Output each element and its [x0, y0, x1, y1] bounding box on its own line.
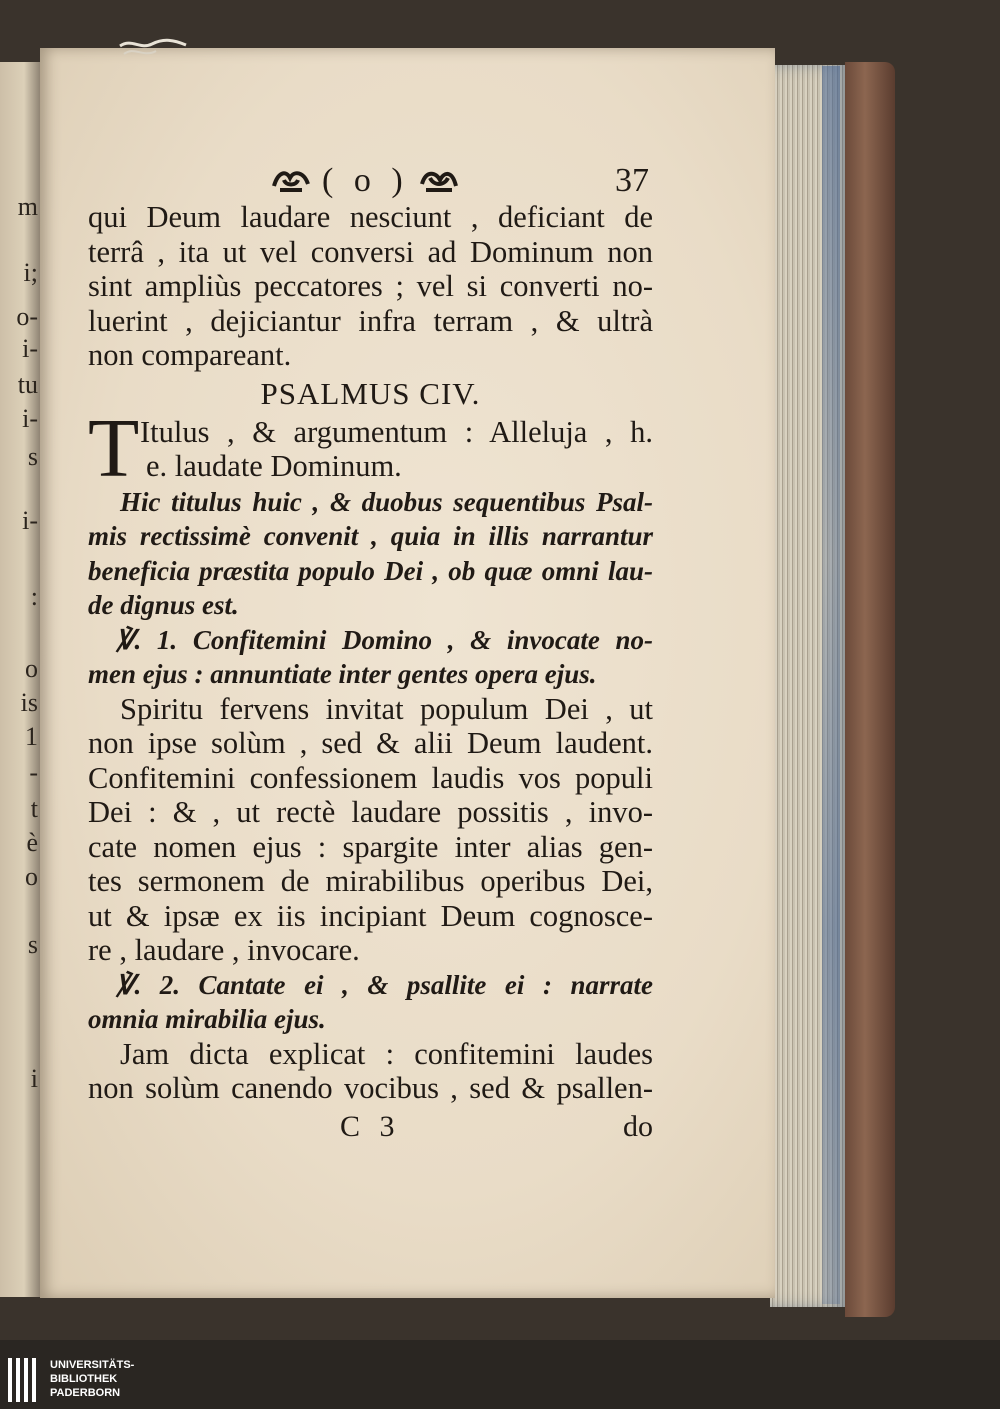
- running-header: [88, 164, 653, 200]
- verse-line: ℣. 2. Cantate ei , & psallite ei : narrate: [116, 969, 653, 1000]
- left-page-text: i-: [22, 404, 38, 433]
- logo-text-line: PADERBORN: [50, 1387, 121, 1399]
- body-text-line: terrâ , ita ut vel conversi ad Dominum non: [88, 234, 653, 269]
- body-text-line: ut & ipsæ ex iis incipiant Deum cognosce-: [88, 898, 653, 933]
- body-text-line: sint ampliùs peccatores ; vel si converti no-: [88, 269, 653, 303]
- left-page-text: o: [25, 654, 38, 683]
- psalm-heading: PSALMUS CIV.: [260, 375, 481, 411]
- library-logo: [0, 1356, 200, 1406]
- left-page-text: t: [30, 794, 38, 823]
- verse-line: men ejus : annuntiate inter gentes opera ejus.: [88, 659, 597, 689]
- verse-line: omnia mirabilia ejus.: [88, 1004, 326, 1034]
- header-center-mark: ( o ): [322, 162, 409, 199]
- page-number: 37: [615, 162, 649, 199]
- loose-thread-icon: [118, 36, 188, 64]
- left-page-text: is: [20, 688, 38, 717]
- left-page-text: 1: [25, 722, 38, 751]
- page-footer: [88, 1110, 653, 1150]
- title-line: e. laudate Dominum.: [146, 448, 402, 483]
- body-text-line: luerint , dejiciantur infra terram , & ultrà: [88, 303, 653, 338]
- signature-mark: C 3: [340, 1109, 401, 1143]
- body-text-line: cate nomen ejus : spargite inter alias gen-: [88, 829, 653, 864]
- left-page-text: o-: [16, 302, 38, 331]
- body-text-line: Jam dicta explicat : confitemini laudes: [120, 1036, 653, 1071]
- commentary-italic-line: Hic titulus huic , & duobus sequentibus Psal-: [120, 486, 653, 517]
- body-text-line: non compareant.: [88, 338, 292, 372]
- logo-text-line: BIBLIOTHEK: [50, 1373, 118, 1385]
- left-page-text: i;: [23, 258, 38, 287]
- commentary-italic-line: de dignus est.: [88, 590, 239, 620]
- body-text-line: Confitemini confessionem laudis vos populi: [88, 760, 653, 795]
- body-text-line: tes sermonem de mirabilibus operibus Dei,: [88, 864, 653, 898]
- left-page-fragment: [0, 62, 40, 1297]
- body-text-line: Dei : & , ut rectè laudare possitis , invo-: [88, 795, 653, 829]
- left-page-text: è: [26, 828, 38, 857]
- library-logo-icon: [8, 1358, 38, 1402]
- fleuron-ornament-icon: [270, 166, 312, 196]
- left-page-text: s: [27, 442, 38, 471]
- left-page-text: i: [30, 1064, 38, 1093]
- body-text-line: qui Deum laudare nesciunt , deficiant de: [88, 200, 653, 234]
- left-page-text: -: [29, 758, 38, 787]
- body-text-line: re , laudare , invocare.: [88, 933, 360, 967]
- commentary-italic-line: mis rectissimè convenit , quia in illis narrantur: [88, 521, 653, 551]
- verse-line: ℣. 1. Confitemini Domino , & invocate no-: [116, 624, 653, 655]
- drop-capital: T: [88, 401, 140, 495]
- left-page-text: tu: [17, 370, 38, 399]
- page-text-block: [88, 164, 653, 1150]
- catchword: do: [623, 1109, 653, 1143]
- body-text-line: non solùm canendo vocibus , sed & psallen-: [88, 1071, 653, 1105]
- body-text-line: Spiritu fervens invitat populum Dei , ut: [120, 691, 653, 726]
- fleuron-ornament-icon: [418, 166, 460, 196]
- commentary-italic-line: beneficia præstita populo Dei , ob quæ omni lau-: [88, 555, 653, 586]
- left-page-text: :: [30, 582, 38, 611]
- left-page-text: i-: [22, 334, 38, 363]
- logo-text-line: UNIVERSITÄTS-: [50, 1359, 135, 1371]
- blue-sprinkled-edge: [822, 66, 840, 1304]
- left-page-text: i-: [22, 506, 38, 535]
- left-page-text: s: [27, 930, 38, 959]
- left-page-text: o: [25, 862, 38, 891]
- title-line: Itulus , & argumentum : Alleluja , h.: [140, 414, 653, 449]
- psalm-title-paragraph: [88, 401, 653, 495]
- book-cover-edge: [845, 62, 895, 1317]
- left-page-text: m: [17, 192, 38, 221]
- body-text-line: non ipse solùm , sed & alii Deum laudent.: [88, 726, 653, 760]
